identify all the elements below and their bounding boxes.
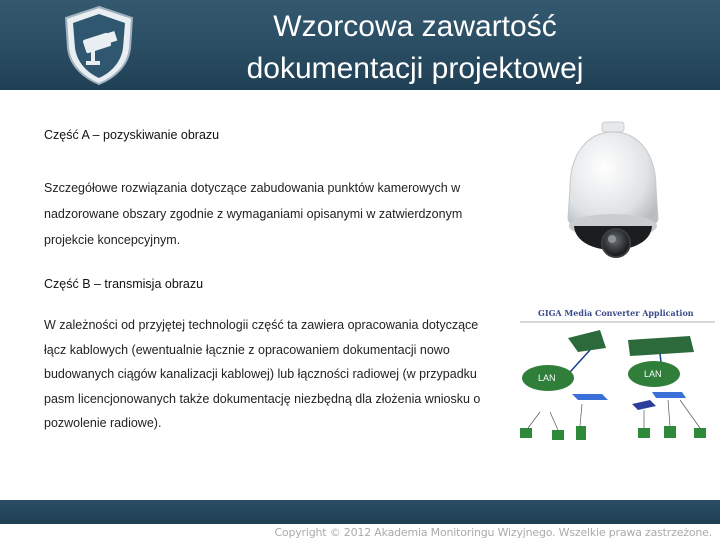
copyright-text: Copyright © 2012 Akademia Monitoringu Wizyjnego. Wszelkie prawa zastrzeżone. xyxy=(274,526,712,539)
dome-camera-image xyxy=(548,118,678,278)
header-bar xyxy=(0,0,720,90)
title-line-1: Wzorcowa zawartość xyxy=(273,10,557,43)
diagram-title: GIGA Media Converter Application xyxy=(538,308,694,318)
section-b-heading: Część B – transmisja obrazu xyxy=(44,277,204,291)
section-b-text: W zależności od przyjętej technologii część ta zawiera opracowania dotyczące łącz kablowych (ewentualnie łącznie z opracowaniem dokumentacji nowo budowanych ciągów kanalizacji kablowej) lub łączności radiowej (w przypadku pasm licencjonowanych także dokumentację niezbędną dla złożenia wniosku o pozwolenie radiowe). xyxy=(44,318,481,430)
section-a-heading: Część A – pozyskiwanie obrazu xyxy=(44,128,220,142)
media-converter-diagram xyxy=(510,300,720,458)
shield-camera-icon xyxy=(58,4,140,86)
page-title xyxy=(165,6,665,90)
lan-right-label: LAN xyxy=(644,369,662,379)
footer-bar xyxy=(0,500,720,524)
lan-left-label: LAN xyxy=(538,373,556,383)
section-a-text: Szczegółowe rozwiązania dotyczące zabudowania punktów kamerowych w nadzorowane obszary zgodnie z wymaganiami opisanymi w zatwierdzonym projekcie koncepcyjnym. xyxy=(44,181,463,247)
title-line-2: dokumentacji projektowej xyxy=(246,52,584,85)
